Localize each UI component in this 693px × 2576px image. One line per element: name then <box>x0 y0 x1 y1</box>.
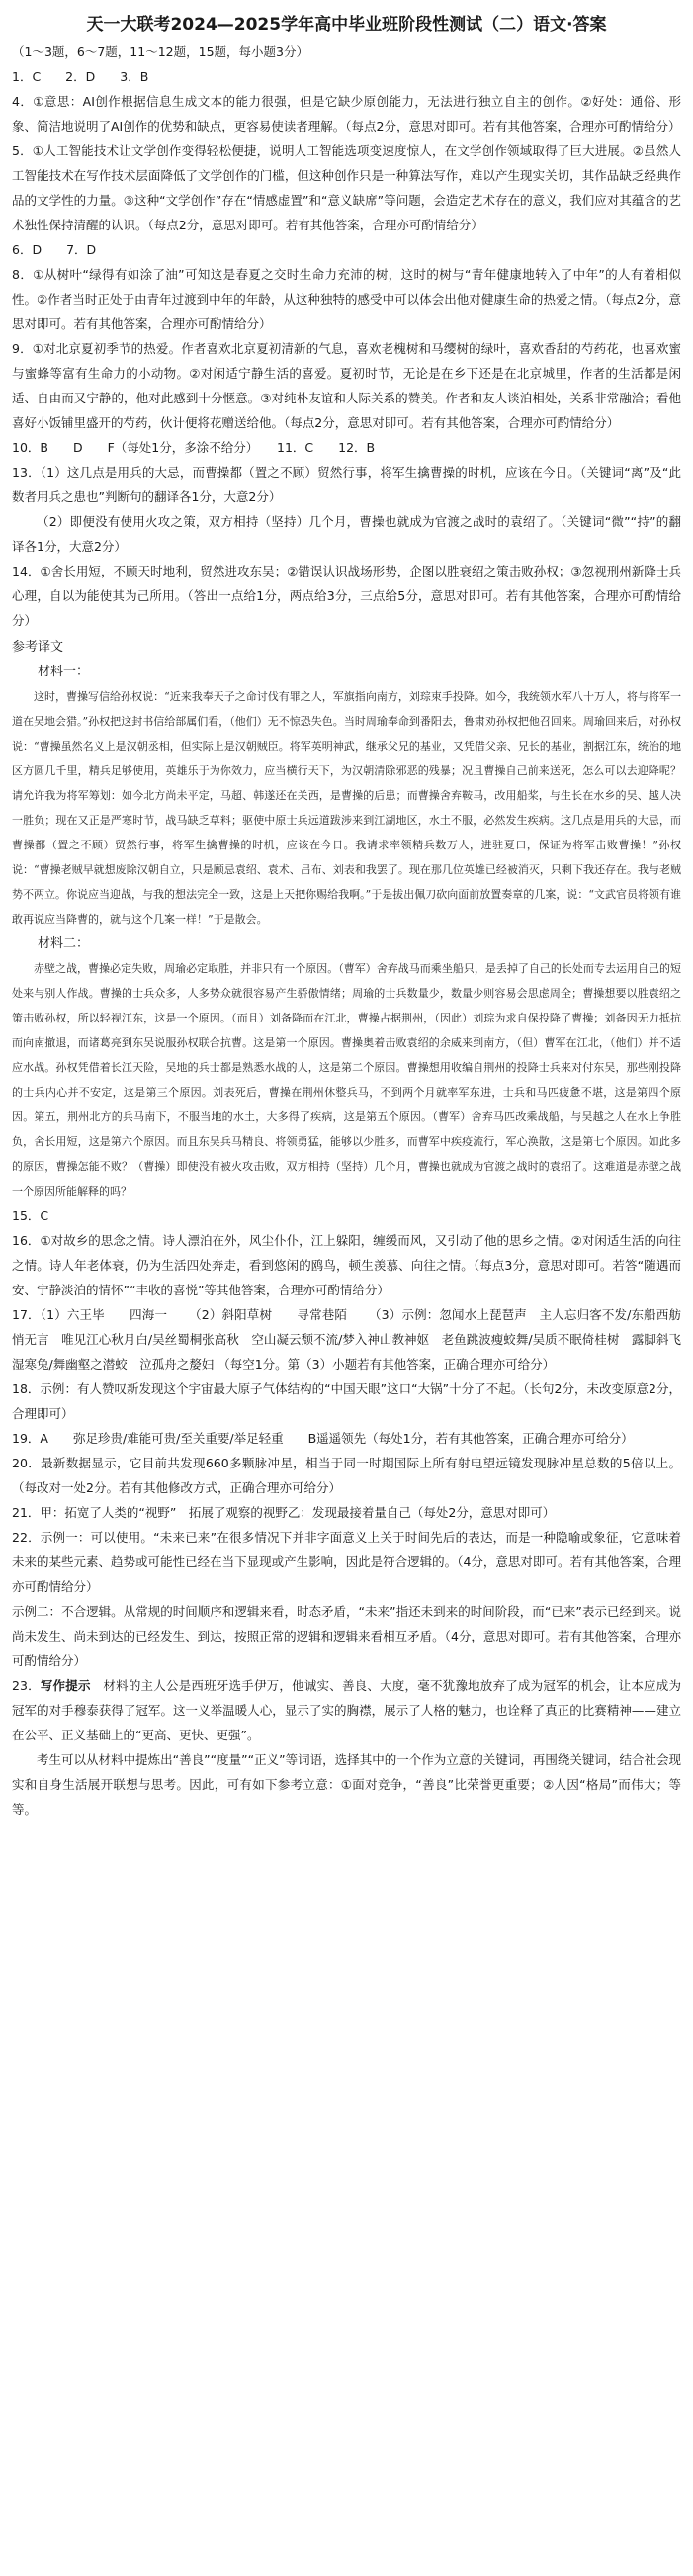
q23-label: 23． <box>12 1678 41 1693</box>
q17-item-3: （3）示例：忽闻水上琵琶声 主人忘归客不发/东船西舫悄无言 唯见江心秋月白/吴丝蜀桐张高秋 空山凝云颓不流/梦入神山教神妪 老鱼跳波瘦蛟舞/吴质不眠倚桂树 露脚斜飞湿寒兔/舞幽壑之潜蛟 泣孤舟之嫠妇 <box>12 1307 681 1372</box>
answer-q22-example-2: 示例二：不合逻辑。从常规的时间顺序和逻辑来看，时态矛盾，“未来”指还未到来的时间阶段，而“已来”表示已经到来。说尚未发生、尚未到达的已经发生、到达，按照正常的逻辑和逻辑来看相互矛盾。（4分，意思对即可。若有其他答案，合理亦可酌情给分） <box>12 1604 681 1668</box>
answer-q18: 18．示例：有人赞叹新发现这个宇宙最大原子气体结构的“中国天眼”这口“大锅”十分了不起。（长句2分，未改变原意2分，合理即可） <box>12 1381 681 1421</box>
q17-item-2: （2）斜阳草树 寻常巷陌 <box>189 1307 348 1322</box>
q17-item-1: （1）六王毕 四海一 <box>40 1307 168 1322</box>
answer-q20: 20．最新数据显示，它目前共发现660多颗脉冲星，相当于同一时期国际上所有射电望远镜发现脉冲星总数的5倍以上。（每改对一处2分。若有其他修改方式，正确合理亦可给分） <box>12 1456 681 1495</box>
q23-writing-tip-label: 写作提示 <box>40 1678 91 1693</box>
material-2-translation: 赤壁之战，曹操必定失败，周瑜必定取胜，并非只有一个原因。（曹军）舍弃战马而乘坐船只，是丢掉了自己的长处而专去运用自己的短处来与别人作战。曹操的士兵众多，人多势众就很容易产生骄傲情绪；周瑜的士兵数量少，数量少则容易会思虑周全；曹操想要以胜袁绍之策击败孙权，所以轻视江东，这是一个原因。（而且）刘备降而在江北，曹操占据荆州，（因此）刘琮为求自保投降了曹操；刘备因无力抵抗而向南撤退，而诸葛亮到东吴说服孙权联合抗曹。这是第一个原因。曹操奥着击败袁绍的余威来到南方，（但）曹军在江北，（他们）并不适应水战。孙权凭借着长江天险，吴地的兵士都是熟悉水战的人，这是第二个原因。曹操想用收编自荆州的投降士兵来对付东吴，那些刚投降的士兵内心并不安定，这是第三个原因。刘表死后，曹操在荆州休整兵马，不到两个月就率军东进，士兵和马匹疲惫不堪，这是第四个原因。第五，荆州北方的兵马南下，不服当地的水土，大多得了疾病，这是第五个原因。（曹军）舍弃马匹改乘战船，与吴越之人在水上争胜负，舍长用短，这是第六个原因。而且东吴兵马精良、将领勇猛，能够以少胜多，而曹军中疾疫流行，军心涣散，这是第七个原因。如此多的原因，曹操怎能不败？（曹操）即使没有被火攻击败，双方相持（坚持）几个月，曹操也就成为官渡之战时的袁绍了。这难道是赤壁之战一个原因所能解释的吗？ <box>12 962 681 1198</box>
q17-label: 17． <box>12 1307 41 1322</box>
page-title: 天一大联考2024—2025学年高中毕业班阶段性测试（二）语文·答案 <box>86 15 607 35</box>
scoring-note: （1～3题，6～7题，11～12题，15题，每小题3分） <box>12 44 308 59</box>
reference-translation-heading: 参考译文 <box>12 640 64 655</box>
q23-paragraph-2: 考生可以从材料中提炼出“善良”“度量”“正义”等词语，选择其中的一个作为立意的关键词，再围绕关键词，结合社会现实和自身生活展开联想与思考。因此，可有如下参考立意：①面对竞争，“善良”比荣誉更重要；②人因“格局”而伟大；等等。 <box>12 1752 681 1817</box>
answer-q6-7: 6．D 7．D <box>12 242 97 257</box>
answer-q23 <box>12 1673 681 1747</box>
answer-q17 <box>12 1302 681 1377</box>
material-1-translation: 这时，曹操写信给孙权说：“近来我奉天子之命讨伐有罪之人，军旗指向南方，刘琮束手投降。如今，我统领水军八十万人，将与将军一道在吴地会猎。”孙权把这封书信给部属们看，（他们）无不惊恐失色。当时周瑜奉命到番阳去，鲁肃劝孙权把他召回来。周瑜回来后，对孙权说：“曹操虽然名义上是汉朝丞相，但实际上是汉朝贼臣。将军英明神武，继承父兄的基业，又凭借父亲、兄长的基业，割据江东，统治的地区方圆几千里，精兵足够使用，英雄乐于为你效力，应当横行天下，为汉朝清除邪恶的残暴；况且曹操自己前来送死，怎么可以去迎降呢？请允许我为将军筹划：如今北方尚未平定，马超、韩遂还在关西，是曹操的后患；而曹操舍弃鞍马，改用船桨，与生长在水乡的吴、越人决一胜负；现在又正是严寒时节，战马缺乏草料；驱使中原士兵远道跋涉来到江湖地区，水土不服，必然发生疾病。这几点是用兵的大忌，而曹操都（置之不顾）贸然行事，将军生擒曹操的时机，应该在今日。我请求率领精兵数万人，进驻夏口，保证为将军击败曹操！”孙权说：“曹操老贼早就想废除汉朝自立，只是顾忌袁绍、袁术、吕布、刘表和我罢了。现在那几位英雄已经被消灭，只剩下我还存在。我与老贼势不两立。你说应当迎战，与我的想法完全一致，这是上天把你赐给我啊。”于是拔出佩刀砍向面前放置奏章的几案，说：“文武官员将领有谁敢再说应当降曹的，就与这个几案一样！”于是散会。 <box>12 690 681 926</box>
answer-q1-3: 1．C 2．D 3．B <box>12 69 149 84</box>
material-2-heading: 材料二： <box>38 936 90 951</box>
q23-paragraph-1: 材料的主人公是西班牙选手伊万，他诚实、善良、大度，毫不犹豫地放弃了成为冠军的机会，让本应成为冠军的对手穆泰获得了冠军。这一义举温暖人心，显示了实的胸襟，展示了人格的魅力，也诠释了真正的比赛精神——建立在公平、正义基础上的“更高、更快、更强”。 <box>12 1678 681 1742</box>
answer-q15: 15．C <box>12 1208 49 1223</box>
answer-q8: 8．①从树叶“绿得有如涂了油”可知这是春夏之交时生命力充沛的树，这时的树与“青年健康地转入了中年”的人有着相似性。②作者当时正处于由青年过渡到中年的年龄，从这种独特的感受中可以体会出他对健康生命的热爱之情。（每点2分，意思对即可。若有其他答案，合理亦可酌情给分） <box>12 267 681 331</box>
answer-q21: 21．甲：拓宽了人类的“视野” 拓展了观察的视野乙：发现最接着量自己（每处2分，意思对即可） <box>12 1505 556 1520</box>
answer-q22-example-1: 22．示例一：可以使用。“未来已来”在很多情况下并非字面意义上关于时间先后的表达，而是一种隐喻或象征，它意味着未来的某些元素、趋势或可能性已经在当下显现或产生影响，因此是符合逻辑的。（4分，意思对即可。若有其他答案，合理亦可酌情给分） <box>12 1530 681 1594</box>
answer-q10-12: 10．B D F（每处1分，多涂不给分） 11．C 12．B <box>12 440 376 455</box>
answer-q4: 4．①意思：AI创作根据信息生成文本的能力很强，但是它缺少原创能力，无法进行独立自主的创作。②好处：通俗、形象、简洁地说明了AI创作的优势和缺点，更容易使读者理解。（每点2分，意思对即可。若有其他答案，合理亦可酌情给分） <box>12 94 681 133</box>
answer-q14: 14．①舍长用短，不顾天时地利，贸然进攻东吴；②错误认识战场形势，企图以胜衰绍之策击败孙权；③忽视刑州新降士兵心理，自以为能使其为己所用。（答出一点给1分，两点给3分，三点给5分，意思对即可。若有其他答案，合理亦可酌情给分） <box>12 564 681 628</box>
answer-q19: 19．A 弥足珍贵/难能可贵/至关重要/举足轻重 B遥遥领先（每处1分，若有其他答案，正确合理亦可给分） <box>12 1431 634 1446</box>
answer-q16: 16．①对故乡的思念之情。诗人漂泊在外，风尘仆仆，江上躲阳，缠缓而风，又引动了他的思乡之情。②对闲适生活的向往之情。诗人年老体衰，仍为生活四处奔走，看到悠闲的鸥鸟，顿生羡慕、向往之情。（每点3分，意思对即可。若答“随遇而安、宁静淡泊的情怀”“丰收的喜悦”等其他答案，合理亦可酌情给分） <box>12 1233 681 1297</box>
material-1-heading: 材料一： <box>38 665 90 679</box>
answer-q13-2: （2）即便没有使用火攻之策，双方相持（坚持）几个月，曹操也就成为官渡之战时的袁绍了。（关键词“微”“持”的翻译各1分，大意2分） <box>12 514 681 554</box>
answer-q9: 9．①对北京夏初季节的热爱。作者喜欢北京夏初清新的气息，喜欢老槐树和马缨树的绿叶，喜欢香甜的芍药花，也喜欢蜜与蜜蜂等富有生命力的小动物。②对闲适宁静生活的喜爱。夏初时节，无论是在乡下还是在北京城里，作者的生活都是闲适、自由而又宁静的，他对此感到十分惬意。③对纯朴友谊和人际关系的赞美。作者和友人谈泊相处，关系非常融洽；看他喜好小饭铺里盛开的芍药，伙计便将花赠送给他。（每点2分，意思对即可。若有其他答案，合理亦可酌情给分） <box>12 341 681 430</box>
answer-q5: 5．①人工智能技术让文学创作变得轻松便捷，说明人工智能选项变速度惊人，在文学创作领域取得了巨大进展。②虽然人工智能技术在写作技术层面降低了文学创作的门槛，但这种创作只是一种算法写作，难以产生现实关切，其作品缺乏经典作品的文学性的力量。③这种“文学创作”存在“情感虚置”和“意义缺席”等问题，会造定艺术存在的意义，我们应对其蕴含的艺术独性保持清醒的认识。（每点2分，意思对即可。若有其他答案，合理亦可酌情给分） <box>12 143 681 232</box>
answer-q13-1: 13．（1）这几点是用兵的大忌，而曹操都（置之不顾）贸然行事，将军生擒曹操的时机，应该在今日。（关键词“离”及“此数者用兵之患也”判断句的翻译各1分，大意2分） <box>12 465 681 504</box>
q17-note: （每空1分。第（3）小题若有其他答案，正确合理亦可给分） <box>217 1357 556 1372</box>
